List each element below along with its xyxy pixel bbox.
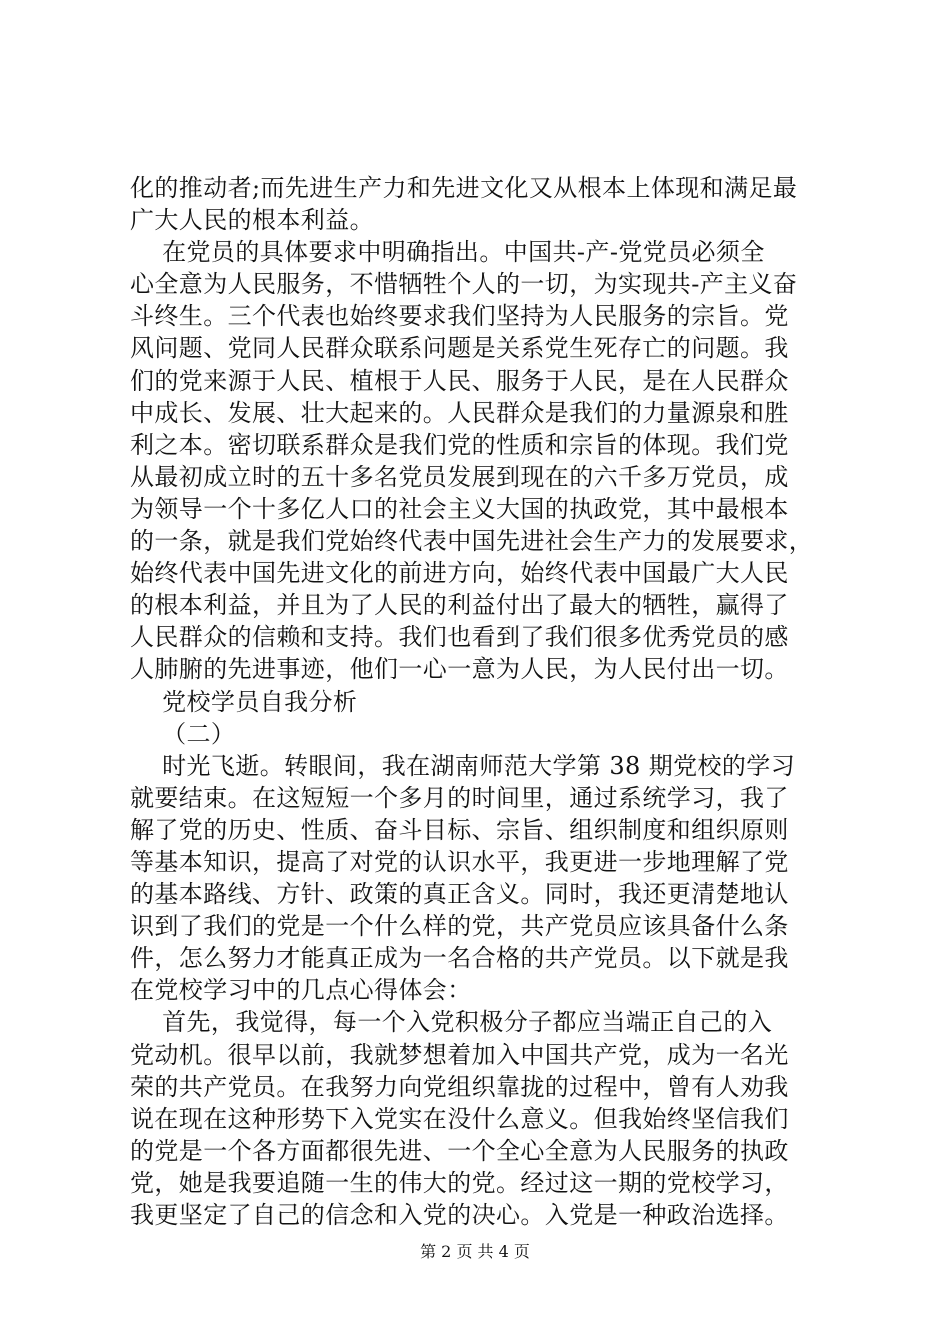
text-line: 的基本路线、方针、政策的真正含义。同时，我还更清楚地认 xyxy=(130,880,789,909)
text-line: 首先，我觉得，每一个入党积极分子都应当端正自己的入 xyxy=(130,1008,773,1037)
text-line: 利之本。密切联系群众是我们党的性质和宗旨的体现。我们党 xyxy=(130,430,789,459)
text-line: 斗终生。三个代表也始终要求我们坚持为人民服务的宗旨。党 xyxy=(130,302,789,331)
text-line: （二） xyxy=(130,719,236,748)
text-line: 中成长、发展、壮大起来的。人民群众是我们的力量源泉和胜 xyxy=(130,398,789,427)
text-line: 时光飞逝。转眼间，我在湖南师范大学第 38 期党校的学习 xyxy=(130,751,796,780)
text-line: 人肺腑的先进事迹，他们一心一意为人民，为人民付出一切。 xyxy=(130,655,789,684)
text-line: 心全意为人民服务，不惜牺牲个人的一切，为实现共-产主义奋 xyxy=(130,270,798,299)
text-line: 我更坚定了自己的信念和入党的决心。入党是一种政治选择。 xyxy=(130,1201,789,1229)
text-line: 就要结束。在这短短一个多月的时间里，通过系统学习，我了 xyxy=(130,783,789,812)
text-line: 件，怎么努力才能真正成为一名合格的共产党员。以下就是我 xyxy=(130,944,789,973)
text-line: 在党员的具体要求中明确指出。中国共-产-党党员必须全 xyxy=(130,238,765,267)
text-line: 党校学员自我分析 xyxy=(130,687,358,716)
text-line: 的一条，就是我们党始终代表中国先进社会生产力的发展要求， xyxy=(130,527,814,556)
text-line: 说在现在这种形势下入党实在没什么意义。但我始终坚信我们 xyxy=(130,1104,789,1133)
text-line: 在党校学习中的几点心得体会： xyxy=(130,976,472,1005)
text-line: 解了党的历史、性质、奋斗目标、宗旨、组织制度和组织原则 xyxy=(130,815,789,844)
text-line: 的党是一个各方面都很先进、一个全心全意为人民服务的执政 xyxy=(130,1136,789,1165)
text-line: 等基本知识，提高了对党的认识水平，我更进一步地理解了党 xyxy=(130,847,789,876)
text-line: 化的推动者;而先进生产力和先进文化又从根本上体现和满足最 xyxy=(130,174,798,202)
text-line: 们的党来源于人民、植根于人民、服务于人民，是在人民群众 xyxy=(130,366,789,395)
text-line: 识到了我们的党是一个什么样的党，共产党员应该具备什么条 xyxy=(130,912,789,941)
text-line: 为领导一个十多亿人口的社会主义大国的执政党，其中最根本 xyxy=(130,494,789,523)
text-line: 的根本利益，并且为了人民的利益付出了最大的牺牲，赢得了 xyxy=(130,591,789,620)
text-line: 风问题、党同人民群众联系问题是关系党生死存亡的问题。我 xyxy=(130,334,789,363)
document-body xyxy=(130,172,830,1231)
page-footer: 第 2 页 共 4 页 xyxy=(420,1242,530,1261)
text-line: 荣的共产党员。在我努力向党组织靠拢的过程中，曾有人劝我 xyxy=(130,1072,789,1101)
text-line: 广大人民的根本利益。 xyxy=(130,206,374,235)
text-line: 党，她是我要追随一生的伟大的党。经过这一期的党校学习， xyxy=(130,1168,789,1197)
text-line: 从最初成立时的五十多名党员发展到现在的六千多万党员，成 xyxy=(130,462,789,491)
text-line: 党动机。很早以前，我就梦想着加入中国共产党，成为一名光 xyxy=(130,1040,789,1069)
text-line: 人民群众的信赖和支持。我们也看到了我们很多优秀党员的感 xyxy=(130,623,789,652)
text-line: 始终代表中国先进文化的前进方向，始终代表中国最广大人民 xyxy=(130,559,789,588)
